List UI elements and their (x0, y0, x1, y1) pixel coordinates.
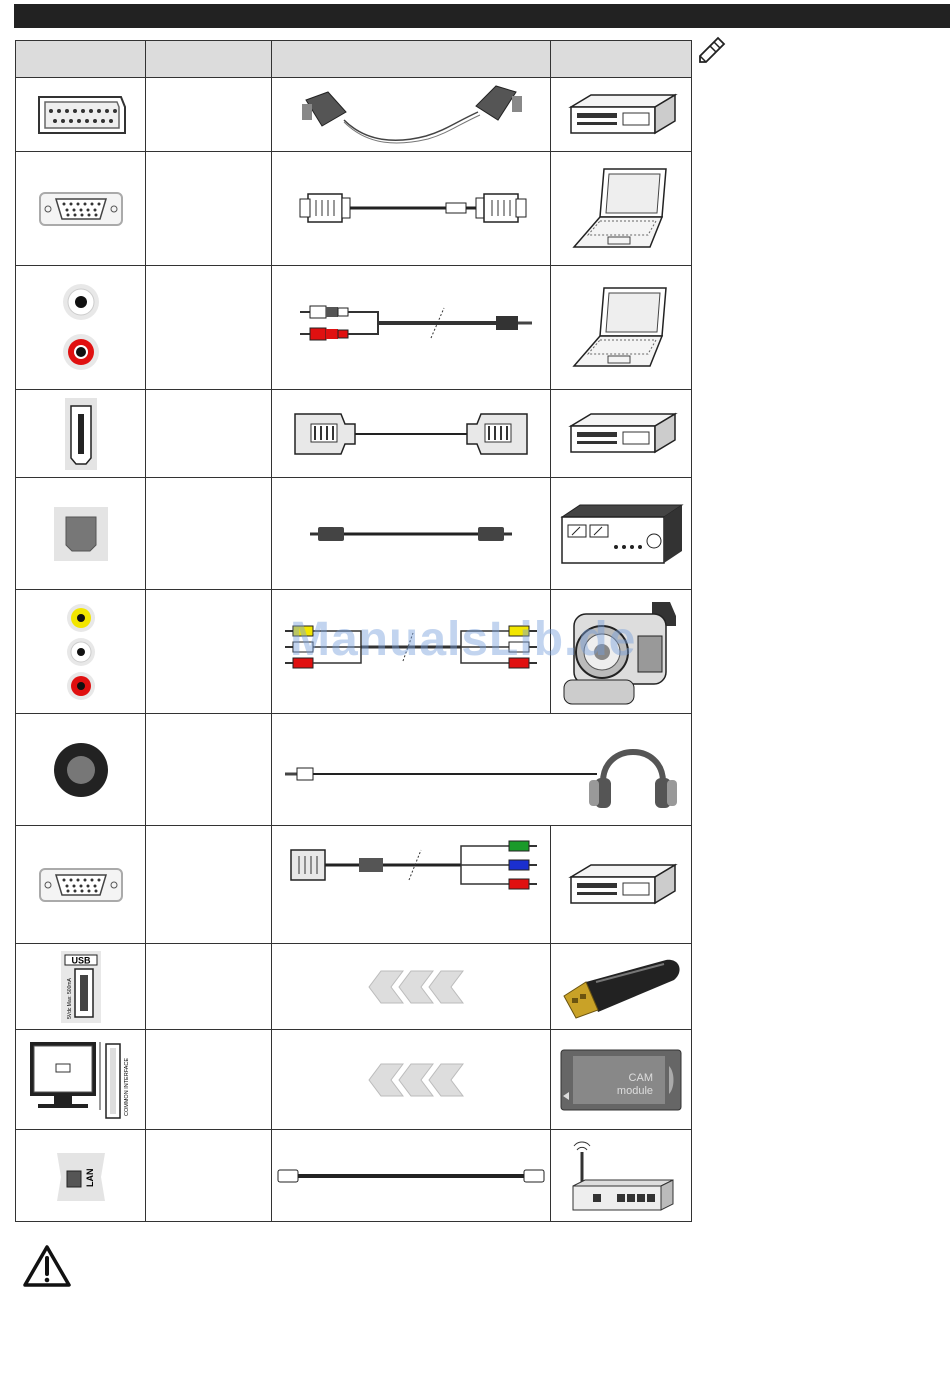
section-header-bar (14, 4, 950, 28)
warning-triangle-icon (22, 1243, 72, 1294)
dvd-recorder-icon (551, 390, 692, 478)
wireless-router-icon (551, 1130, 692, 1222)
spdif-type-cell (146, 478, 272, 590)
usb-port-label: USB (70, 955, 91, 965)
optical-cable-icon (272, 478, 551, 590)
vga-to-component-cable-icon (272, 826, 551, 944)
table-row (16, 590, 692, 714)
table-row (16, 152, 692, 266)
table-row (16, 714, 692, 826)
cam-module-icon (551, 1030, 692, 1130)
usb-port-icon (16, 944, 146, 1030)
tv-ci-slot-icon (16, 1030, 146, 1130)
headphone-type-cell (146, 714, 272, 826)
insert-arrows-icon (272, 1030, 551, 1130)
vga-cable-icon (272, 152, 551, 266)
audio-amplifier-icon (551, 478, 692, 590)
cam-label-line1: CAM (628, 1071, 653, 1084)
connection-table (15, 40, 692, 1222)
table-row (16, 1030, 692, 1130)
table-header-row (16, 41, 692, 78)
av-type-cell (146, 590, 272, 714)
usb-type-cell (146, 944, 272, 1030)
usb-spec-label: 5Vdc Max: 500mA (66, 977, 73, 1019)
note-pencil-icon (696, 34, 730, 69)
ci-type-cell (146, 1030, 272, 1130)
lan-port-icon (16, 1130, 146, 1222)
ethernet-cable-icon (272, 1130, 551, 1222)
rca-to-minijack-cable-icon (272, 266, 551, 390)
lan-port-label: LAN (84, 1168, 95, 1187)
laptop-icon (551, 152, 692, 266)
header-cables (272, 41, 551, 78)
table-row (16, 390, 692, 478)
av-sockets-icon (16, 590, 146, 714)
table-row (16, 478, 692, 590)
watermark-text: ManualsLib.de (290, 613, 637, 666)
dvd-recorder-icon (551, 826, 692, 944)
table-row (16, 78, 692, 152)
ci-slot-label: COMMON INTERFACE (123, 1057, 130, 1116)
vga-type-cell (146, 152, 272, 266)
headphone-socket-icon (16, 714, 146, 826)
table-row (16, 1130, 692, 1222)
ethernet-type-cell (146, 1130, 272, 1222)
table-row (16, 944, 692, 1030)
cam-label-line2: module (616, 1084, 653, 1097)
header-device (551, 41, 692, 78)
ypbpr-type-cell (146, 826, 272, 944)
av-rca-cable-icon (272, 590, 551, 714)
table-row (16, 266, 692, 390)
scart-type-cell (146, 78, 272, 152)
hdmi-socket-icon (16, 390, 146, 478)
hdmi-type-cell (146, 390, 272, 478)
camcorder-icon (551, 590, 692, 714)
vga-socket-icon (16, 152, 146, 266)
hdmi-cable-icon (272, 390, 551, 478)
usb-stick-icon (551, 944, 692, 1030)
audio-type-cell (146, 266, 272, 390)
audio-in-sockets-icon (16, 266, 146, 390)
table-row (16, 826, 692, 944)
vga-socket-icon (16, 826, 146, 944)
headphone-cable-icon (272, 714, 692, 826)
optical-socket-icon (16, 478, 146, 590)
dvd-recorder-icon (551, 78, 692, 152)
scart-socket-icon (16, 78, 146, 152)
scart-cable-icon (272, 78, 551, 152)
laptop-icon (551, 266, 692, 390)
header-type (146, 41, 272, 78)
header-connector (16, 41, 146, 78)
insert-arrows-icon (272, 944, 551, 1030)
